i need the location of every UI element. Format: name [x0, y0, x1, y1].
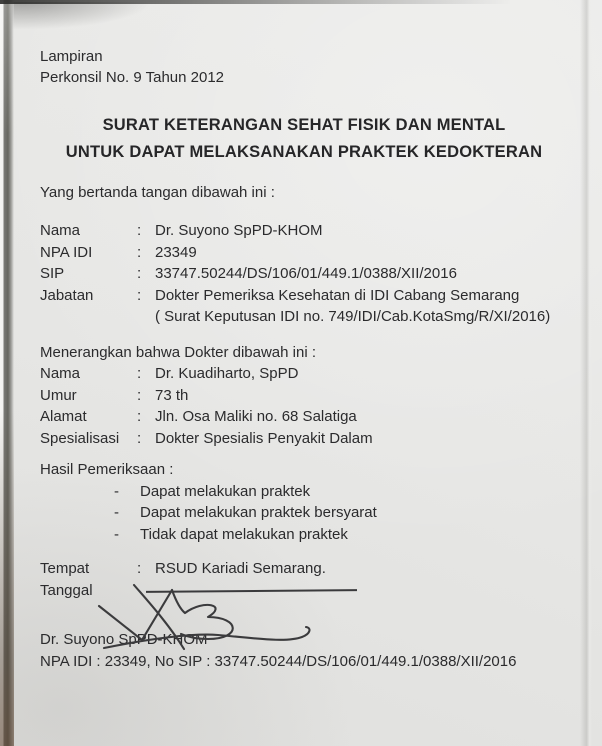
field-colon: : [137, 243, 142, 261]
signature-scribble [88, 573, 328, 661]
field-value: 33747.50244/DS/106/01/449.1/0388/XII/2016 [155, 265, 457, 282]
field-colon-empty [137, 306, 155, 328]
intro-line: Yang bertanda tangan dibawah ini : [40, 184, 275, 201]
results-list [40, 481, 568, 546]
field-row-umur [40, 385, 568, 407]
field-row-npa-idi [40, 242, 568, 264]
result-item [114, 524, 568, 546]
result-dash: - [114, 482, 119, 500]
field-colon: : [137, 386, 142, 404]
field-colon: : [137, 429, 142, 447]
field-colon: : [137, 560, 142, 577]
field-label-empty [40, 306, 137, 328]
field-label: Jabatan [40, 286, 94, 304]
result-dash: - [114, 504, 119, 521]
paper-crease-right [580, 0, 592, 746]
signoff-name: Dr. Suyono SpPD-KHOM [40, 631, 208, 648]
doc-title-line2: UNTUK DAPAT MELAKSANAKAN PRAKTEK KEDOKTERAN [65, 143, 543, 161]
attachment-label: Lampiran [40, 48, 103, 65]
field-label: NPA IDI [40, 243, 93, 261]
doc-title-line1: SURAT KETERANGAN SEHAT FISIK DAN MENTAL [102, 116, 506, 134]
subject-fields [40, 363, 568, 449]
field-colon: : [137, 365, 142, 382]
result-dash: - [114, 525, 119, 543]
field-label: Tempat [40, 560, 90, 577]
field-label: Nama [40, 222, 81, 239]
doc-title [40, 112, 568, 166]
examiner-fields [40, 220, 568, 328]
result-item [114, 481, 568, 503]
field-colon: : [137, 222, 142, 239]
field-row-spesialisasi [40, 428, 568, 450]
field-row-alamat [40, 406, 568, 428]
field-colon: : [137, 265, 142, 282]
field-value: ( Surat Keputusan IDI no. 749/IDI/Cab.KotaSmg/R/XI/2016) [155, 308, 551, 325]
field-value: RSUD Kariadi Semarang. [155, 560, 326, 577]
field-colon: : [137, 408, 142, 425]
regulation-ref: Perkonsil No. 9 Tahun 2012 [40, 69, 225, 86]
field-value: Dokter Spesialis Penyakit Dalam [155, 429, 373, 447]
field-label: Umur [40, 386, 77, 404]
field-value: 73 th [155, 386, 189, 404]
results-heading: Hasil Pemeriksaan : [40, 461, 174, 478]
result-text: Dapat melakukan praktek [140, 482, 311, 500]
field-value: Dr. Suyono SpPD-KHOM [155, 222, 323, 239]
field-row-sip [40, 263, 568, 285]
field-value: Dr. Kuadiharto, SpPD [155, 365, 299, 382]
field-label: Tanggal [40, 581, 93, 599]
field-label: Spesialisasi [40, 429, 120, 447]
signoff-registration: NPA IDI : 23349, No SIP : 33747.50244/DS/106/01/449.1/0388/XII/2016 [40, 652, 517, 670]
field-value: Jln. Osa Maliki no. 68 Salatiga [155, 408, 357, 425]
field-value: Dokter Pemeriksa Kesehatan di IDI Cabang Semarang [155, 286, 520, 304]
field-colon: : [137, 286, 142, 304]
field-label: Alamat [40, 408, 87, 425]
field-row-nama [40, 220, 568, 242]
field-label: SIP [40, 265, 65, 282]
photo-edge-top [0, 0, 602, 4]
field-row-jabatan-note [40, 306, 568, 328]
field-row-jabatan [40, 285, 568, 307]
photo-corner-shadow [2, 2, 162, 32]
field-value: 23349 [155, 243, 197, 261]
field-row-nama [40, 363, 568, 385]
result-text: Tidak dapat melakukan praktek [140, 525, 348, 543]
field-label: Nama [40, 365, 81, 382]
doc-header [40, 46, 568, 88]
statement-line: Menerangkan bahwa Dokter dibawah ini : [40, 343, 316, 361]
result-text: Dapat melakukan praktek bersyarat [140, 504, 377, 521]
result-item [114, 502, 568, 524]
photo-edge-left [0, 0, 14, 746]
